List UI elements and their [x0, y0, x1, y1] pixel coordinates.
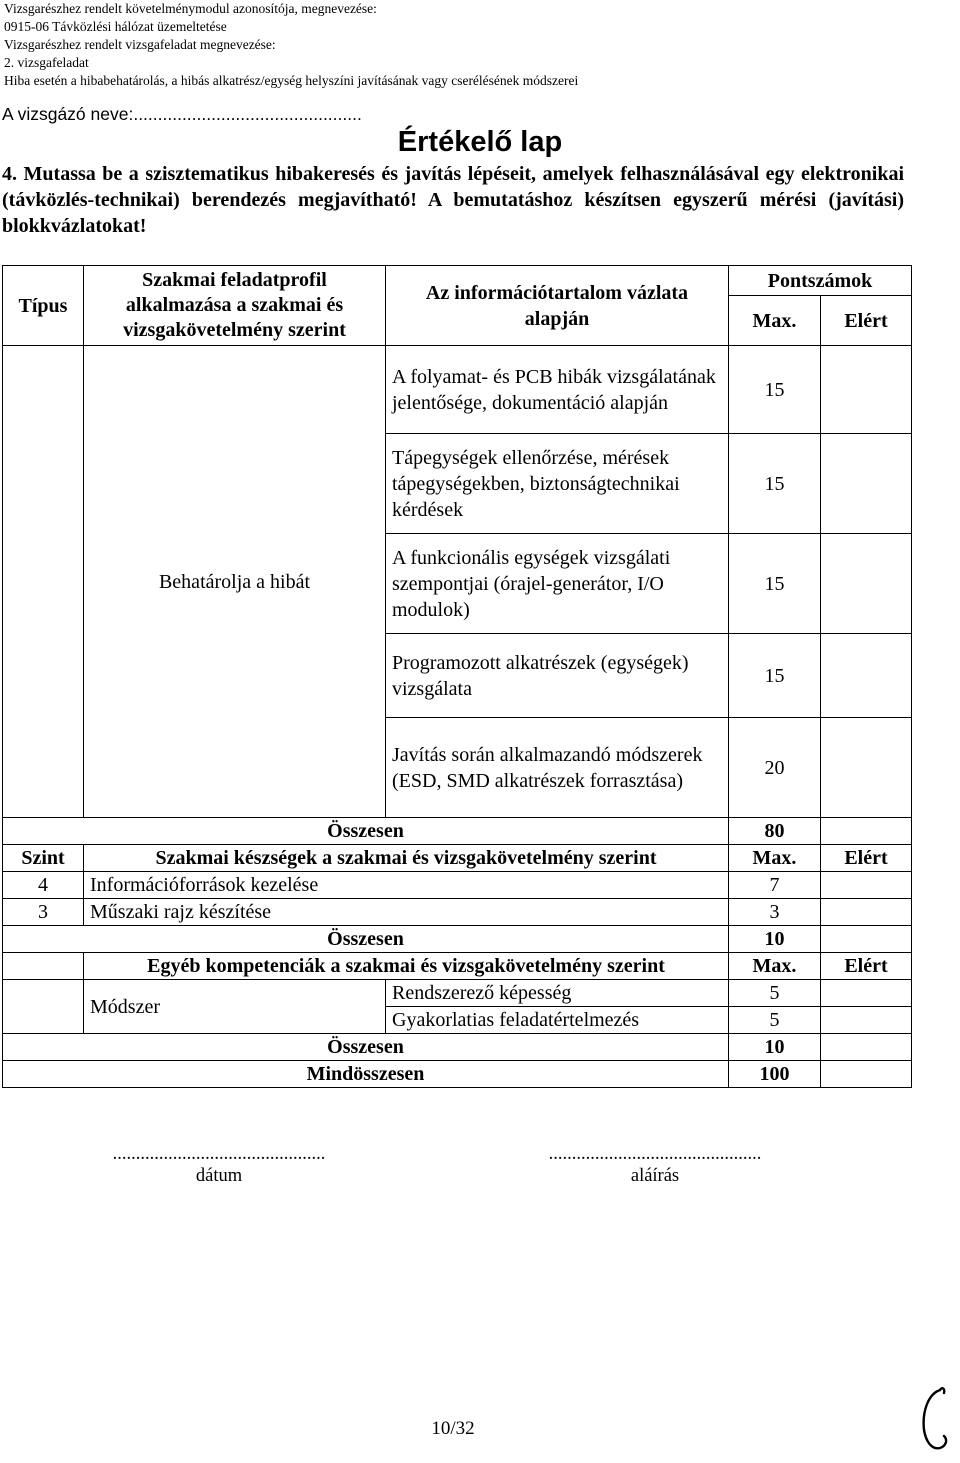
header-points: Pontszámok — [729, 266, 912, 296]
subtotal-label: Összesen — [3, 1034, 729, 1061]
method-blank — [3, 980, 84, 1007]
signature-dots: .............................................. — [548, 1144, 762, 1164]
skills-header-level: Szint — [3, 845, 84, 872]
skill-achieved — [821, 899, 912, 926]
info-row-achieved — [821, 718, 912, 818]
info-row-max: 20 — [729, 718, 821, 818]
skill-name: Műszaki rajz készítése — [84, 899, 729, 926]
skill-max: 7 — [729, 872, 821, 899]
method-achieved — [821, 1007, 912, 1034]
method-blank — [3, 1007, 84, 1034]
header-line: Vizsgarészhez rendelt vizsgafeladat megnevezése: — [4, 37, 276, 52]
header-line: 0915-06 Távközlési hálózat üzemeltetése — [4, 19, 227, 34]
info-row-max: 15 — [729, 634, 821, 718]
info-row-achieved — [821, 534, 912, 634]
method-name: Gyakorlatias feladatértelmezés — [386, 1007, 729, 1034]
subtotal-achieved — [821, 926, 912, 953]
info-row: A folyamat- és PCB hibák vizsgálatának jelentősége, dokumentáció alapján — [386, 346, 729, 434]
info-row: Tápegységek ellenőrzése, mérések tápegységekben, biztonságtechnikai kérdések — [386, 434, 729, 534]
other-header-title: Egyéb kompetenciák a szakmai és vizsgakövetelmény szerint — [84, 953, 729, 980]
subtotal-max: 10 — [729, 926, 821, 953]
document-header — [4, 0, 578, 90]
info-row-achieved — [821, 346, 912, 434]
subtotal-label: Összesen — [3, 818, 729, 845]
skill-max: 3 — [729, 899, 821, 926]
date-field — [88, 1143, 350, 1187]
header-type: Típus — [3, 266, 84, 346]
info-row-max: 15 — [729, 346, 821, 434]
header-line: 2. vizsgafeladat — [4, 55, 89, 70]
grand-total-label: Mindösszesen — [3, 1061, 729, 1088]
date-label: dátum — [195, 1166, 243, 1186]
subtotal-max: 10 — [729, 1034, 821, 1061]
other-header-max: Max. — [729, 953, 821, 980]
info-row-achieved — [821, 634, 912, 718]
grand-total-max: 100 — [729, 1061, 821, 1088]
task-description: 4. Mutassa be a szisztematikus hibakeresés és javítás lépéseit, amelyek felhasználásával egy elektronikai (távközlés-technikai) berendezés megjavítható! A bemutatáshoz készítsen egyszerű mérési (javítási) blokkvázlatokat! — [2, 163, 904, 237]
header-line: Hiba esetén a hibabehatárolás, a hibás alkatrész/egység helyszíni javításának vagy cserélésének módszerei — [4, 73, 579, 88]
info-row: Programozott alkatrészek (egységek) vizsgálata — [386, 634, 729, 718]
date-dots: .............................................. — [112, 1144, 326, 1164]
subtotal-max: 80 — [729, 818, 821, 845]
info-row-max: 15 — [729, 534, 821, 634]
skill-level: 3 — [3, 899, 84, 926]
skills-header-achieved: Elért — [821, 845, 912, 872]
skills-header-max: Max. — [729, 845, 821, 872]
subtotal-achieved — [821, 1034, 912, 1061]
examinee-name-line: A vizsgázó neve:............................................... — [2, 104, 362, 124]
info-row-max: 15 — [729, 434, 821, 534]
profile-cell: Behatárolja a hibát — [84, 346, 386, 818]
grand-total-achieved — [821, 1061, 912, 1088]
initials-signature-icon — [918, 1384, 952, 1456]
other-header-blank — [3, 953, 84, 980]
skill-achieved — [821, 872, 912, 899]
skills-header-title: Szakmai készségek a szakmai és vizsgakövetelmény szerint — [84, 845, 729, 872]
header-line: Vizsgarészhez rendelt követelménymodul azonosítója, megnevezése: — [4, 1, 377, 16]
skill-name: Információforrások kezelése — [84, 872, 729, 899]
method-max: 5 — [729, 1007, 821, 1034]
header-profile: Szakmai feladatprofil alkalmazása a szakmai és vizsgakövetelmény szerint — [84, 266, 386, 346]
subtotal-label: Összesen — [3, 926, 729, 953]
evaluation-table — [2, 265, 912, 1088]
header-achieved: Elért — [821, 296, 912, 346]
page-number: 10/32 — [431, 1418, 475, 1439]
signature-field — [524, 1143, 786, 1187]
type-cell — [3, 346, 84, 818]
method-achieved — [821, 980, 912, 1007]
method-label: Módszer — [84, 980, 386, 1034]
info-row: Javítás során alkalmazandó módszerek (ESD, SMD alkatrészek forrasztása) — [386, 718, 729, 818]
header-max: Max. — [729, 296, 821, 346]
signature-label: aláírás — [630, 1166, 680, 1186]
info-row-achieved — [821, 434, 912, 534]
skill-level: 4 — [3, 872, 84, 899]
other-header-achieved: Elért — [821, 953, 912, 980]
method-max: 5 — [729, 980, 821, 1007]
method-name: Rendszerező képesség — [386, 980, 729, 1007]
header-info: Az információtartalom vázlata alapján — [386, 266, 729, 346]
sheet-title: Értékelő lap — [397, 126, 563, 158]
info-row: A funkcionális egységek vizsgálati szempontjai (órajel-generátor, I/O modulok) — [386, 534, 729, 634]
subtotal-achieved — [821, 818, 912, 845]
